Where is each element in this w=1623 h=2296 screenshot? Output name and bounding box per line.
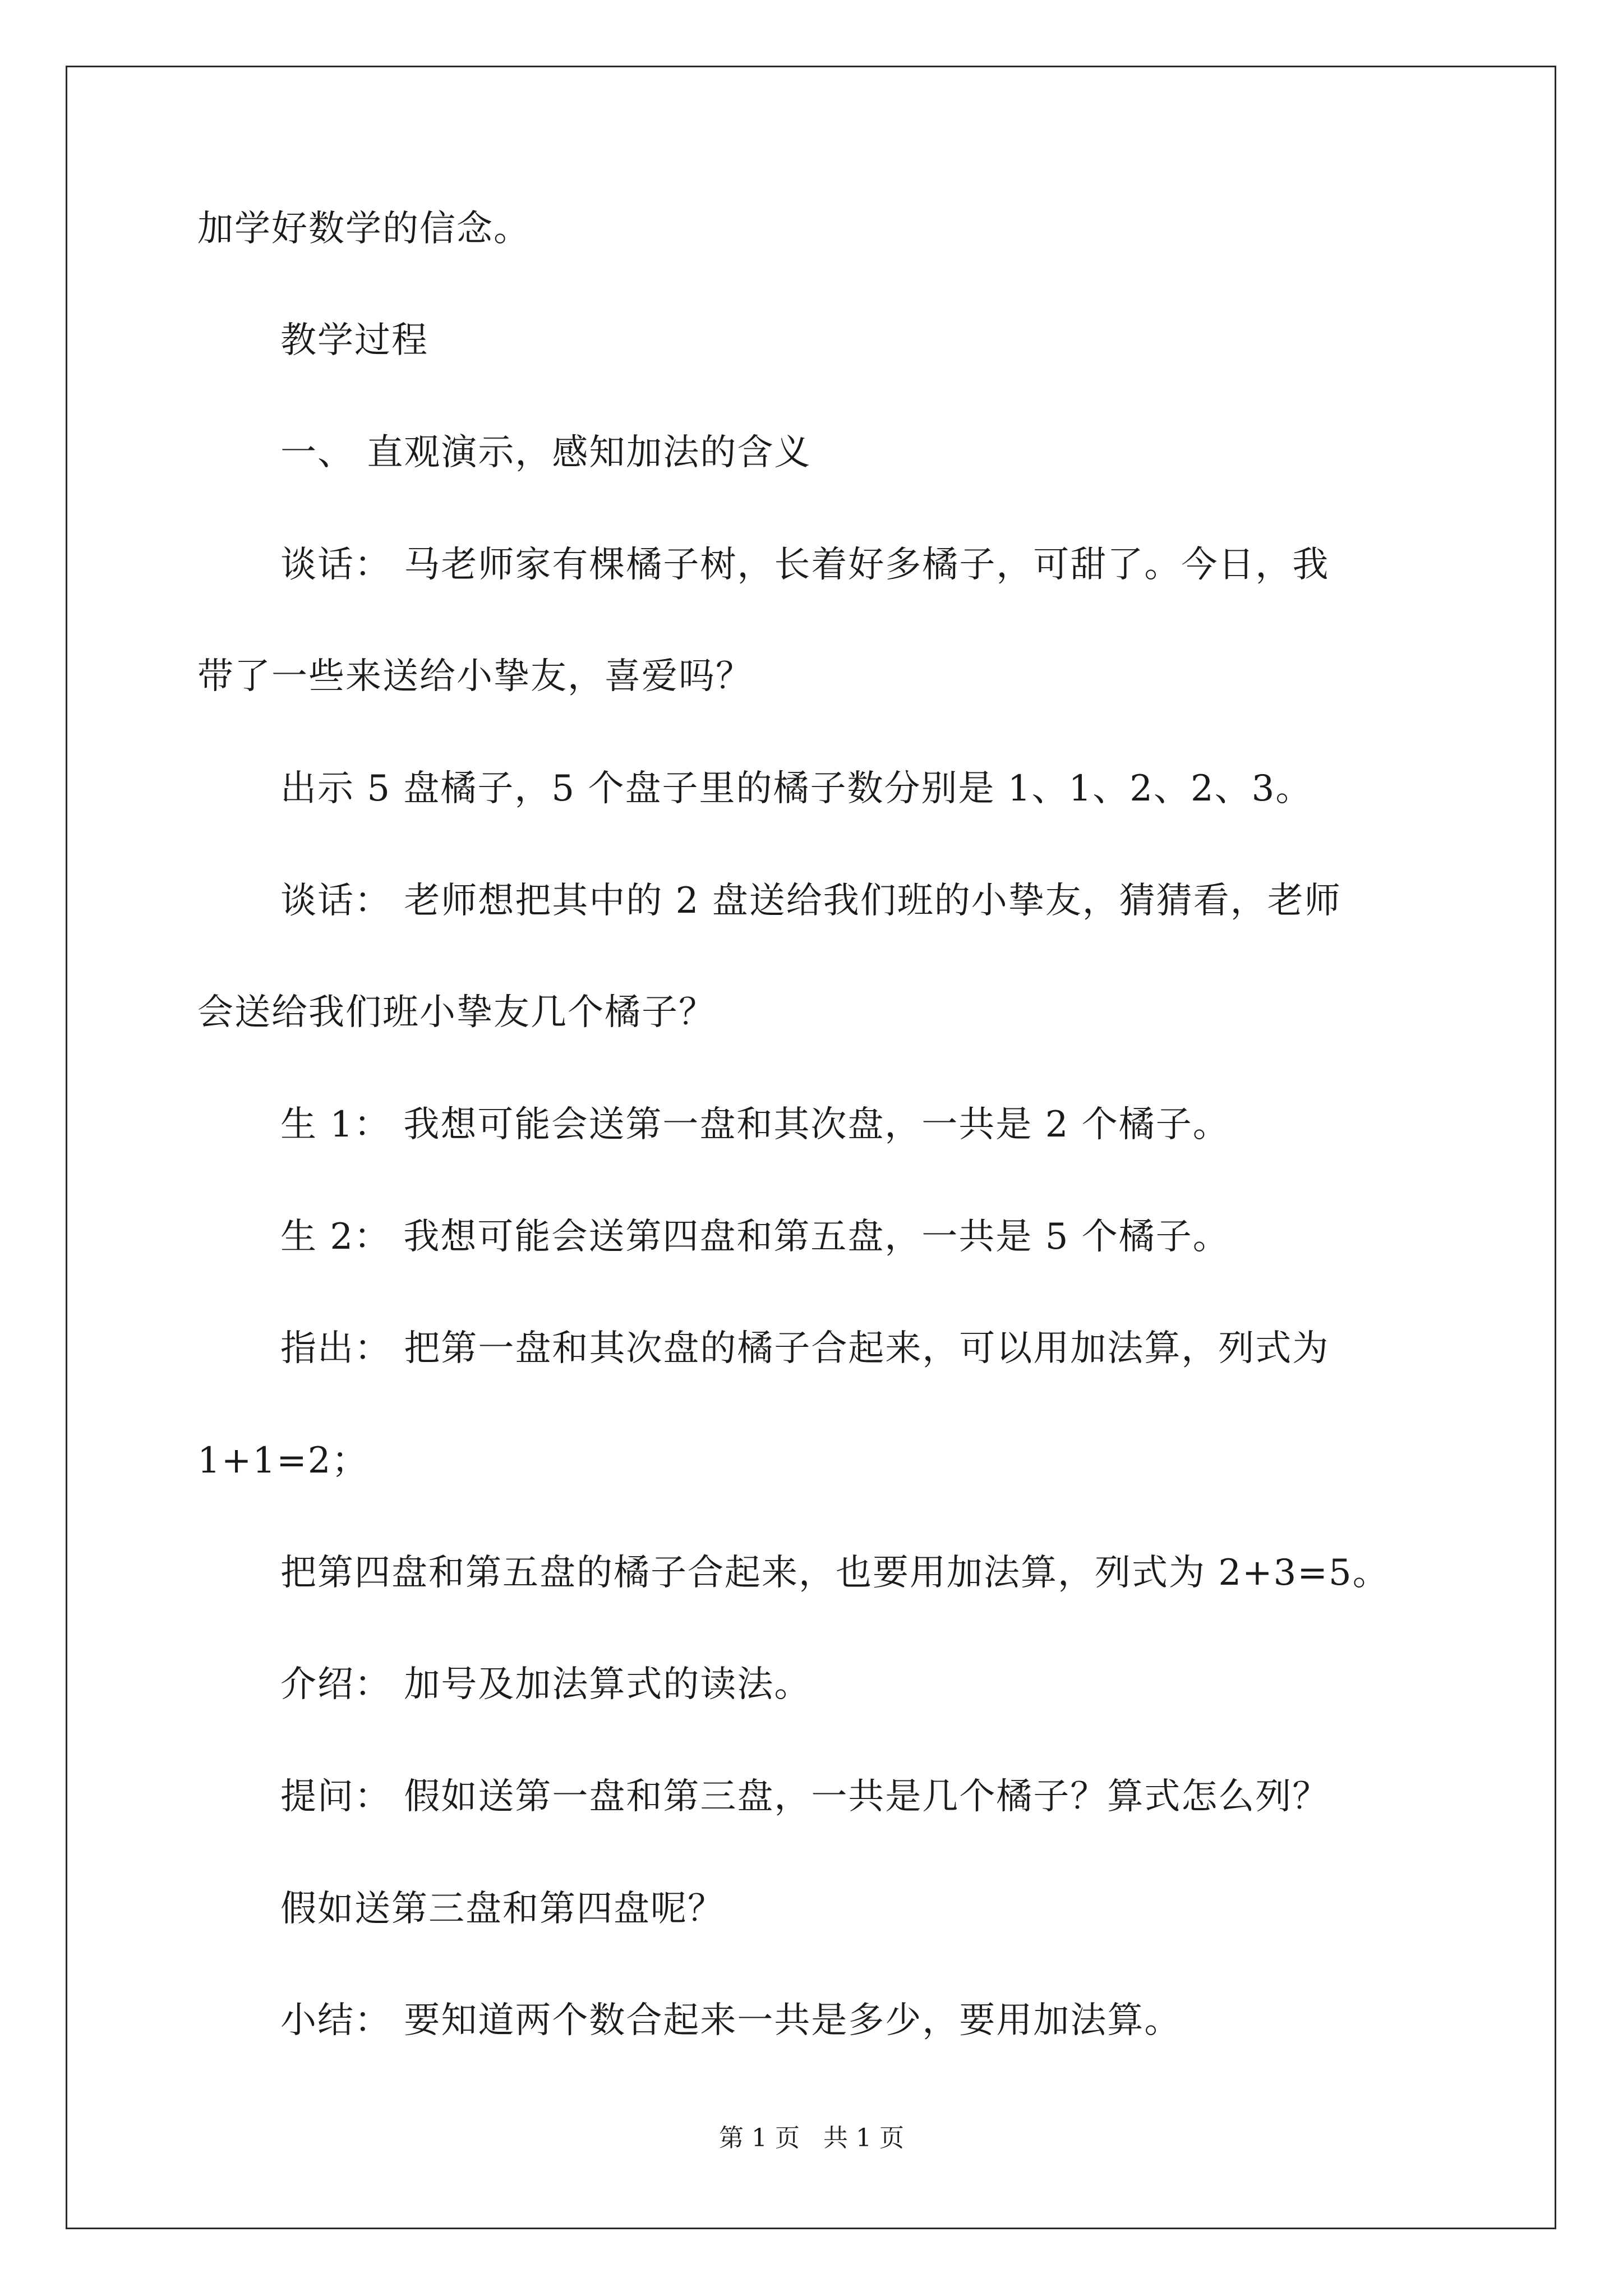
text-line-13: 把第四盘和第五盘的橘子合起来，也要用加法算，列式为 2+3=5。 [280, 1552, 1390, 1594]
text-line-10: 生 2： 我想可能会送第四盘和第五盘，一共是 5 个橘子。 [280, 1216, 1230, 1258]
text-line-1: 加学好数学的信念。 [197, 208, 531, 250]
subsection-heading: 一、 直观演示，感知加法的含义 [280, 432, 811, 473]
text-line-14: 介绍： 加号及加法算式的读法。 [280, 1664, 811, 1705]
text-line-8: 会送给我们班小挚友几个橘子？ [197, 992, 716, 1033]
section-heading: 教学过程 [280, 320, 428, 361]
text-line-4: 谈话： 马老师家有棵橘子树，长着好多橘子，可甜了。今日，我 [280, 544, 1330, 586]
text-line-9: 生 1： 我想可能会送第一盘和其次盘，一共是 2 个橘子。 [280, 1104, 1230, 1145]
text-line-17: 小结： 要知道两个数合起来一共是多少，要用加法算。 [280, 2000, 1182, 2041]
text-line-15: 提问： 假如送第一盘和第三盘，一共是几个橘子？算式怎么列？ [280, 1776, 1330, 1818]
text-line-12: 1+1=2； [197, 1440, 369, 1481]
text-line-5: 带了一些来送给小挚友，喜爱吗？ [197, 656, 753, 697]
text-line-11: 指出： 把第一盘和其次盘的橘子合起来，可以用加法算，列式为 [280, 1328, 1330, 1369]
text-line-7: 谈话： 老师想把其中的 2 盘送给我们班的小挚友，猜猜看，老师 [280, 880, 1341, 922]
text-line-6: 出示 5 盘橘子，5 个盘子里的橘子数分别是 1、1、2、2、3。 [280, 768, 1313, 809]
page-footer: 第 1 页 共 1 页 [719, 2124, 904, 2152]
text-line-16: 假如送第三盘和第四盘呢？ [280, 1888, 725, 1930]
